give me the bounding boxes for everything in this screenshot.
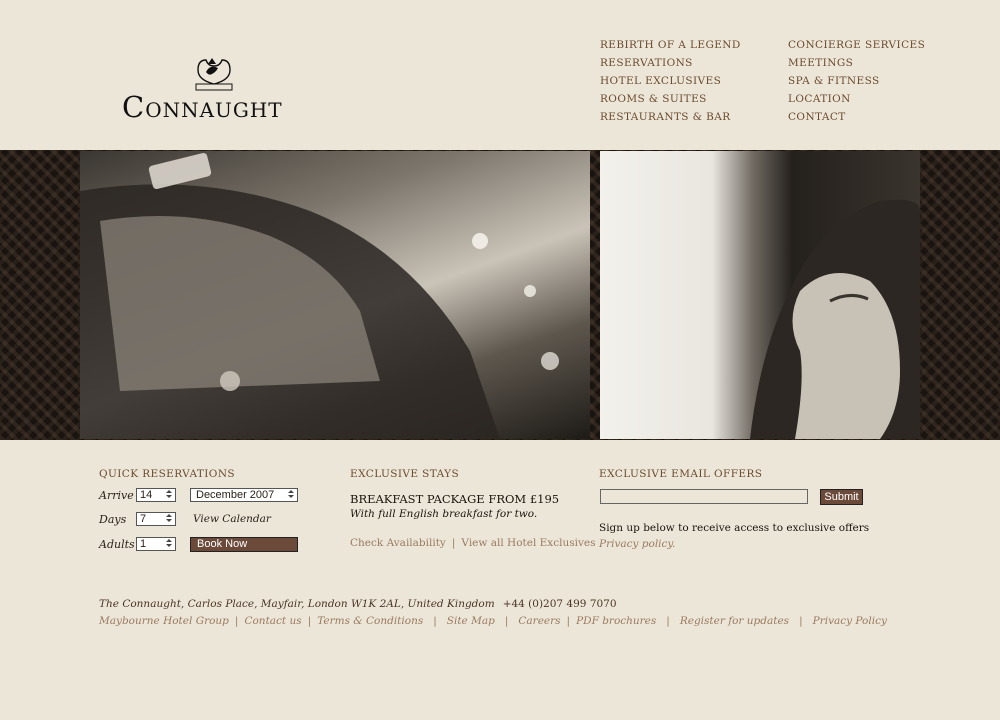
- footer-links: [99, 615, 979, 627]
- view-calendar-link[interactable]: View Calendar: [193, 513, 271, 525]
- brand-wordmark: Connaught: [122, 90, 283, 124]
- days-select[interactable]: [136, 512, 176, 526]
- nav-rooms-suites[interactable]: ROOMS & SUITES: [600, 93, 707, 105]
- link-separator: |: [451, 537, 456, 549]
- hero-photo-woman: [600, 151, 920, 439]
- main-nav-left: [600, 36, 741, 126]
- header: [0, 0, 1000, 150]
- hotel-address: The Connaught, Carlos Place, Mayfair, London W1K 2AL, United Kingdom: [99, 598, 495, 610]
- nav-contact[interactable]: CONTACT: [788, 111, 846, 123]
- exclusive-stays: [350, 468, 596, 549]
- adults-label: Adults: [99, 538, 135, 551]
- nav-spa-fitness[interactable]: SPA & FITNESS: [788, 75, 880, 87]
- exclusive-stays-title: EXCLUSIVE STAYS: [350, 468, 460, 480]
- footer-link-privacy[interactable]: Privacy Policy: [812, 615, 887, 627]
- footer-address-line: [99, 598, 979, 610]
- footer-link-maybourne[interactable]: Maybourne Hotel Group: [99, 615, 229, 627]
- stepper-arrows-icon[interactable]: [288, 490, 294, 500]
- arrive-day-select[interactable]: [136, 488, 176, 502]
- main-nav-right: [788, 36, 925, 126]
- link-separator: |: [566, 615, 571, 627]
- nav-restaurants-bar[interactable]: RESTAURANTS & BAR: [600, 111, 731, 123]
- nav-location[interactable]: LOCATION: [788, 93, 851, 105]
- footer-link-contact[interactable]: Contact us: [244, 615, 302, 627]
- nav-hotel-exclusives[interactable]: HOTEL EXCLUSIVES: [600, 75, 722, 87]
- woman-illustration: [600, 151, 920, 439]
- arrive-month-value: December 2007: [196, 489, 275, 501]
- footer-link-careers[interactable]: Careers: [518, 615, 561, 627]
- stepper-arrows-icon[interactable]: [166, 490, 172, 500]
- link-separator: |: [504, 615, 509, 627]
- email-offers-title: EXCLUSIVE EMAIL OFFERS: [599, 468, 763, 480]
- check-availability-link[interactable]: Check Availability: [350, 537, 446, 549]
- signup-text: Sign up below to receive access to exclusive offers: [599, 522, 870, 534]
- link-separator: |: [799, 615, 803, 627]
- footer-link-register[interactable]: Register for updates: [679, 615, 790, 627]
- link-separator: |: [433, 615, 437, 627]
- stepper-arrows-icon[interactable]: [166, 514, 172, 524]
- crest-icon: [190, 54, 238, 94]
- nav-concierge-services[interactable]: CONCIERGE SERVICES: [788, 39, 926, 51]
- adults-value: 1: [140, 538, 147, 550]
- stays-subline: With full English breakfast for two.: [350, 508, 538, 520]
- footer: [99, 598, 979, 627]
- email-offers: [599, 468, 899, 550]
- taxi-illustration: [80, 151, 590, 439]
- link-separator: |: [307, 615, 312, 627]
- quick-reservations: [99, 468, 319, 551]
- footer-link-brochures[interactable]: PDF brochures: [576, 615, 657, 627]
- adults-select[interactable]: [136, 537, 176, 551]
- nav-reservations[interactable]: RESERVATIONS: [600, 57, 693, 69]
- quick-reservations-title: QUICK RESERVATIONS: [99, 468, 235, 480]
- view-all-exclusives-link[interactable]: View all Hotel Exclusives: [461, 537, 596, 549]
- connaught-logo[interactable]: [120, 54, 310, 124]
- email-input[interactable]: [600, 489, 808, 504]
- stays-headline: BREAKFAST PACKAGE FROM £195: [350, 492, 560, 506]
- submit-button[interactable]: Submit: [820, 489, 863, 505]
- nav-meetings[interactable]: MEETINGS: [788, 57, 854, 69]
- footer-link-sitemap[interactable]: Site Map: [446, 615, 495, 627]
- hero-photo-taxi: [80, 151, 590, 439]
- days-label: Days: [99, 513, 127, 526]
- book-now-button[interactable]: Book Now: [190, 537, 298, 552]
- nav-rebirth-of-a-legend[interactable]: REBIRTH OF A LEGEND: [600, 39, 741, 51]
- privacy-policy-link[interactable]: Privacy policy.: [599, 538, 676, 550]
- link-separator: |: [666, 615, 670, 627]
- hotel-phone: +44 (0)207 499 7070: [502, 598, 617, 610]
- days-value: 7: [140, 513, 147, 525]
- arrive-label: Arrive: [99, 489, 134, 502]
- arrive-month-select[interactable]: [190, 488, 298, 502]
- arrive-day-value: 14: [140, 489, 153, 501]
- stepper-arrows-icon[interactable]: [166, 539, 172, 549]
- stays-links: [350, 537, 596, 549]
- link-separator: |: [234, 615, 239, 627]
- footer-link-terms[interactable]: Terms & Conditions: [317, 615, 424, 627]
